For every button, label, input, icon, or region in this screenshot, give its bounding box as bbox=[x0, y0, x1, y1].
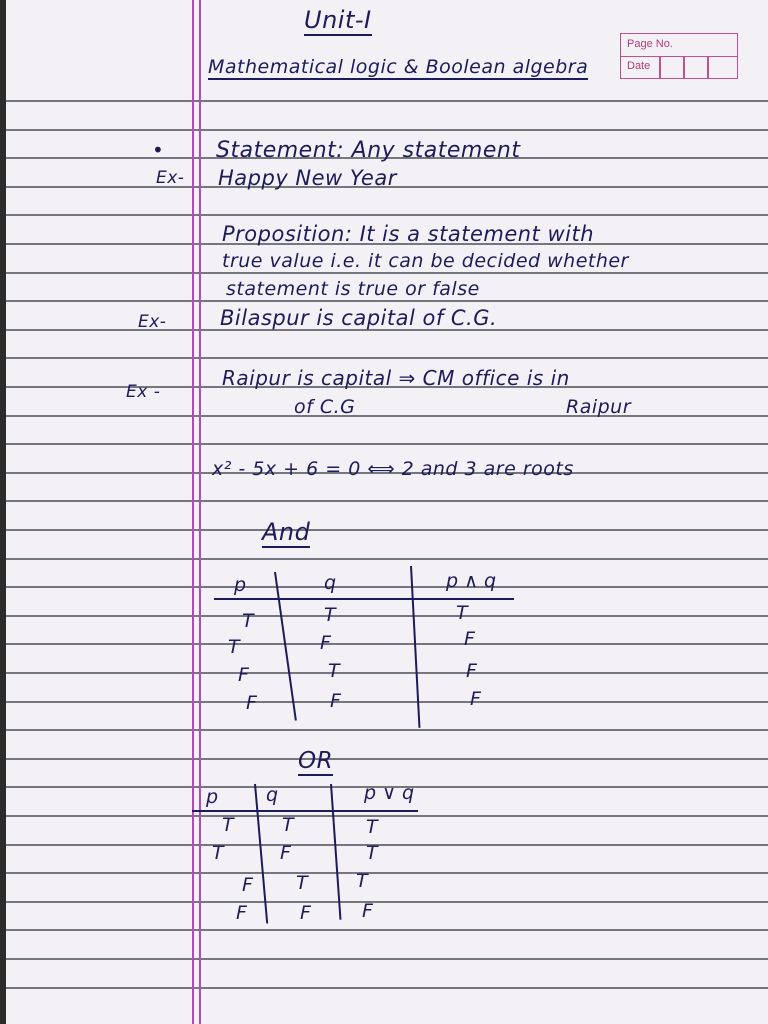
or-header-q: q bbox=[266, 784, 279, 806]
example-marker-1: Ex- bbox=[156, 168, 185, 188]
example-3-line-2b: Raipur bbox=[566, 396, 632, 418]
ruled-line bbox=[6, 415, 768, 417]
ruled-line bbox=[6, 672, 768, 674]
ruled-line bbox=[6, 214, 768, 216]
ruled-line bbox=[6, 272, 768, 274]
and-table-title: And bbox=[262, 518, 311, 546]
page-date-box bbox=[620, 33, 738, 79]
margin-line-left bbox=[192, 0, 194, 1024]
ruled-line bbox=[6, 500, 768, 502]
ruled-line bbox=[6, 357, 768, 359]
example-2: Bilaspur is capital of C.G. bbox=[220, 306, 498, 330]
example-3-line-1: Raipur is capital ⇒ CM office is in bbox=[222, 366, 570, 390]
example-marker-3: Ex - bbox=[126, 382, 161, 402]
equation-line: x² - 5x + 6 = 0 ⟺ 2 and 3 are roots bbox=[212, 458, 574, 480]
ruled-line bbox=[6, 529, 768, 531]
or-header-p: p bbox=[206, 786, 219, 808]
ruled-line bbox=[6, 558, 768, 560]
margin-line-right bbox=[199, 0, 201, 1024]
ruled-line bbox=[6, 929, 768, 931]
ruled-line bbox=[6, 729, 768, 731]
example-1: Happy New Year bbox=[218, 166, 397, 190]
example-marker-2: Ex- bbox=[138, 312, 167, 332]
proposition-line-3: statement is true or false bbox=[226, 278, 480, 300]
statement-definition: Statement: Any statement bbox=[216, 138, 521, 163]
ruled-line bbox=[6, 643, 768, 645]
ruled-line bbox=[6, 701, 768, 703]
notebook-page: Unit-I Mathematical logic & Boolean algebra Page No. Date • Statement: Any statement Ex- Happy New Year Proposition: It is a statement with true value i.e. it can be decided whether statement is true or false Ex- Bilaspur is capital of C.G. Ex - Raipur is capital ⇒ CM office is in of C.G Raipur x² - 5x + 6 = 0 ⟺ 2 and 3 are roots And p q p ∧ q T T T T F F F T F F F F OR p q p ∨ q T T T T F T F T T F F F bbox=[6, 0, 768, 1024]
and-header-pq: p ∧ q bbox=[446, 570, 497, 592]
ruled-line bbox=[6, 872, 768, 874]
and-header-p: p bbox=[234, 574, 247, 596]
or-header-pq: p ∨ q bbox=[364, 782, 415, 804]
ruled-line bbox=[6, 758, 768, 760]
ruled-line bbox=[6, 100, 768, 102]
ruled-line bbox=[6, 586, 768, 588]
ruled-line bbox=[6, 129, 768, 131]
unit-title: Unit-I bbox=[304, 6, 372, 34]
bullet-mark: • bbox=[152, 138, 165, 162]
subject-title: Mathematical logic & Boolean algebra bbox=[208, 56, 589, 78]
ruled-line bbox=[6, 815, 768, 817]
ruled-line bbox=[6, 987, 768, 989]
ruled-line bbox=[6, 300, 768, 302]
ruled-line bbox=[6, 958, 768, 960]
ruled-line bbox=[6, 615, 768, 617]
date-label: Date bbox=[627, 60, 651, 72]
page-no-label: Page No. bbox=[627, 38, 673, 50]
and-header-q: q bbox=[324, 572, 337, 594]
proposition-line-2: true value i.e. it can be decided whether bbox=[222, 250, 629, 272]
ruled-line bbox=[6, 443, 768, 445]
ruled-line bbox=[6, 844, 768, 846]
or-table-title: OR bbox=[298, 748, 334, 774]
example-3-line-2a: of C.G bbox=[294, 396, 356, 418]
ruled-line bbox=[6, 901, 768, 903]
proposition-line-1: Proposition: It is a statement with bbox=[222, 222, 595, 246]
